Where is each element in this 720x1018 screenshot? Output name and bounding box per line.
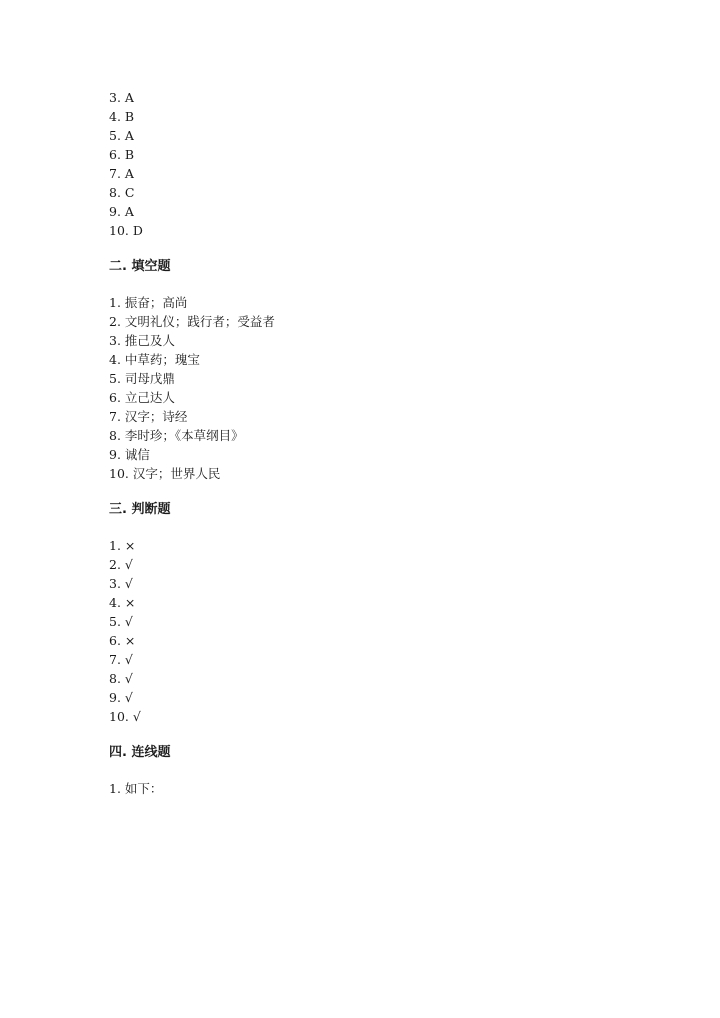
answer-item: 6. × <box>109 633 136 648</box>
answer-item: 8. C <box>109 185 135 200</box>
section-heading-fill-in: 二. 填空题 <box>109 259 171 274</box>
answer-item: 7. A <box>109 166 134 181</box>
answer-item: 5. 司母戊鼎 <box>109 371 175 386</box>
answer-item: 7. 汉字；诗经 <box>109 409 188 424</box>
answer-item: 9. √ <box>109 690 133 705</box>
answer-item: 10. √ <box>109 709 141 724</box>
answer-item: 3. 推己及人 <box>109 333 175 348</box>
answer-item: 10. 汉字；世界人民 <box>109 466 221 481</box>
matching-answers-list <box>109 779 629 798</box>
answer-item: 10. D <box>109 223 143 238</box>
choice-answers-list <box>109 88 629 240</box>
answer-item: 5. √ <box>109 614 133 629</box>
answer-item: 8. √ <box>109 671 133 686</box>
answer-item: 6. 立己达人 <box>109 390 175 405</box>
answer-item: 3. √ <box>109 576 133 591</box>
answer-item: 1. 振奋；高尚 <box>109 295 188 310</box>
answer-item: 2. √ <box>109 557 133 572</box>
answer-item: 1. × <box>109 538 136 553</box>
answer-item: 4. × <box>109 595 136 610</box>
true-false-answers-list <box>109 536 629 726</box>
answer-item: 8. 李时珍；《本草纲目》 <box>109 428 244 443</box>
answer-item: 9. A <box>109 204 134 219</box>
answer-item: 6. B <box>109 147 135 162</box>
answer-item: 4. B <box>109 109 135 124</box>
answer-item: 1. 如下： <box>109 781 163 796</box>
answer-item: 3. A <box>109 90 134 105</box>
answer-item: 4. 中草药；瑰宝 <box>109 352 200 367</box>
section-heading-matching: 四. 连线题 <box>109 745 171 760</box>
section-heading-true-false: 三. 判断题 <box>109 502 171 517</box>
answer-item: 2. 文明礼仪；践行者；受益者 <box>109 314 275 329</box>
answer-item: 7. √ <box>109 652 133 667</box>
fill-in-answers-list <box>109 293 629 483</box>
answer-sheet <box>109 88 629 798</box>
answer-item: 9. 诚信 <box>109 447 150 462</box>
answer-item: 5. A <box>109 128 134 143</box>
